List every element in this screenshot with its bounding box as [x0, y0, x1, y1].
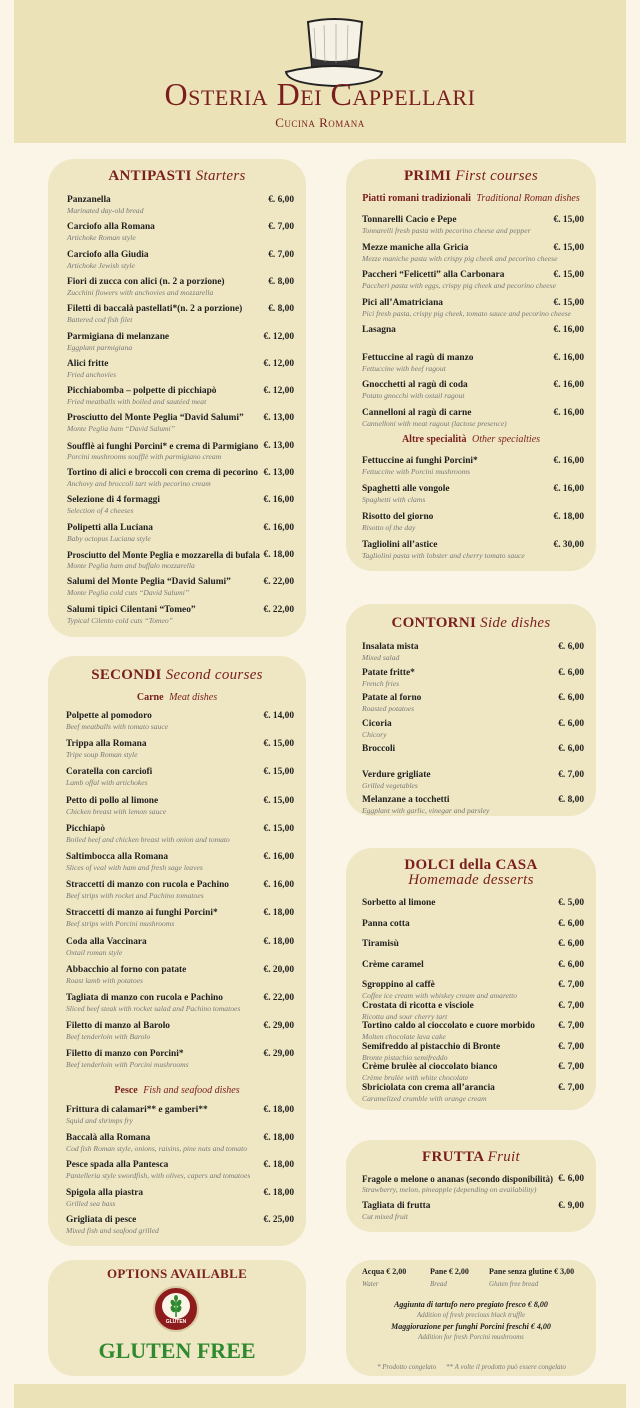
menu-item-price: €. 16,00 — [263, 522, 294, 533]
menu-item-price: €. 18,00 — [263, 549, 294, 560]
menu-item-price: €. 18,00 — [263, 1187, 294, 1198]
menu-item-name: Panzanella — [67, 195, 111, 205]
secondi-title: SECONDI Second courses — [91, 667, 263, 683]
frutta-panel — [346, 1140, 596, 1232]
menu-item-name: Risotto del giorno — [362, 512, 434, 522]
menu-item-name: Tagliata di frutta — [362, 1201, 431, 1211]
menu-item-name: Coda alla Vaccinara — [66, 936, 147, 947]
menu-item-price: €. 25,00 — [263, 1215, 294, 1225]
menu-item-price: €. 22,00 — [263, 993, 294, 1003]
menu-item-description: Chicken breast with lemon sauce — [66, 806, 167, 816]
menu-item-name: Picchiapò — [66, 823, 106, 834]
antipasti-panel — [48, 159, 306, 637]
menu-item-name: Straccetti di manzo ai funghi Porcini* — [66, 908, 218, 919]
menu-item-description: Artichoke Jewish style — [67, 260, 135, 270]
menu-item-price: €. 16,00 — [553, 325, 584, 335]
menu-item-price: €. 7,00 — [558, 1082, 584, 1093]
menu-item-name: Verdure grigliate — [362, 769, 431, 780]
menu-item-description: Fettuccine with Porcini mushrooms — [362, 467, 471, 476]
menu-item-name: Sbriciolata con crema all’arancia — [362, 1082, 495, 1093]
frutta-title: FRUTTA Fruit — [422, 1149, 520, 1165]
menu-item-price: €. 16,00 — [553, 407, 584, 418]
menu-item-description: Mezze maniche pasta with crispy pig cheek and pecorino cheese — [362, 253, 558, 263]
menu-item-price: €. 14,00 — [263, 711, 294, 721]
menu-item-price: €. 16,00 — [263, 880, 294, 891]
menu-item-price: €. 18,00 — [263, 936, 294, 947]
menu-item-price: €. 7,00 — [268, 249, 294, 260]
menu-item-name: Saltimbocca alla Romana — [66, 852, 169, 862]
menu-item-description: Coffee ice cream with whiskey cream and amaretto — [362, 991, 518, 1000]
menu-item-price: €. 6,00 — [558, 1174, 584, 1184]
menu-item-price: €. 6,00 — [558, 918, 584, 929]
menu-item-name: Spaghetti alle vongole — [362, 484, 450, 494]
acqua-en: Water — [362, 1280, 379, 1288]
menu-item-name: Salumi del Monte Peglia “David Salumi” — [67, 577, 231, 588]
menu-item-name: Petto di pollo al limone — [66, 795, 159, 806]
menu-item-description: Tripe soup Roman style — [66, 750, 138, 760]
pane-gf-en: Gluten free bread — [489, 1280, 539, 1288]
primi-subtitle-other: Altre specialità Other specialties — [401, 434, 541, 445]
menu-item-description: Caramelized crumble with orange cream — [362, 1093, 487, 1103]
menu-item-description: Typical Cilento cold cuts “Tomeo” — [67, 615, 173, 625]
menu-item-price: €. 16,00 — [263, 495, 294, 506]
menu-item-description: Paccheri pasta with eggs, crispy pig cheek and pecorino cheese — [362, 281, 557, 290]
menu-item-name: Sorbetto al limone — [362, 898, 436, 908]
menu-item-description: Beef tenderloin with Barolo — [66, 1032, 151, 1042]
menu-item-price: €. 13,00 — [263, 468, 294, 478]
frozen-note: * Prodotto congelato — [377, 1363, 437, 1371]
menu-item-price: €. 15,00 — [263, 739, 294, 750]
menu-item-price: €. 15,00 — [553, 242, 584, 253]
menu-item-description: Grilled vegetables — [362, 780, 418, 790]
menu-item-price: €. 12,00 — [263, 331, 294, 342]
menu-item-price: €. 30,00 — [553, 540, 584, 550]
menu-item-name: Cannelloni al ragù di carne — [362, 407, 472, 418]
menu-item-name: Panna cotta — [362, 918, 410, 929]
menu-item-name: Crème caramel — [362, 959, 424, 970]
gluten-free-logo — [153, 1286, 199, 1332]
primi-subtitle-roman: Piatti romani tradizionali Traditional Roman dishes — [362, 193, 580, 204]
menu-item-description: Pici fresh pasta, crispy pig cheek, tomato sauce and pecorino cheese — [362, 308, 571, 318]
menu-item-price: €. 7,00 — [558, 980, 584, 990]
menu-item-name: Pici all’Amatriciana — [362, 297, 443, 308]
menu-item-name: Carciofo alla Giudia — [67, 249, 149, 260]
gluten-logo-label: GLUTEN — [165, 1319, 187, 1325]
menu-item-name: Patate al forno — [362, 693, 422, 703]
menu-item-name: Grigliata di pesce — [66, 1215, 137, 1225]
pane-en: Bread — [430, 1280, 447, 1288]
menu-item-name: Picchiabomba – polpette di picchiapò — [67, 386, 217, 397]
restaurant-subtitle: Cucina Romana — [275, 115, 365, 130]
menu-item-price: €. 29,00 — [263, 1021, 294, 1032]
menu-item-name: Baccalà alla Romana — [66, 1132, 151, 1143]
menu-item-description: Boiled beef and chicken breast with onion and tomato — [66, 834, 230, 844]
menu-item-name: Carciofo alla Romana — [67, 222, 155, 233]
menu-item-price: €. 16,00 — [263, 852, 294, 862]
menu-item-description: Oxtail roman style — [66, 947, 123, 957]
menu-item-price: €. 18,00 — [263, 1132, 294, 1143]
truffle-supplement-en: Addition of fresh precious black truffle — [416, 1311, 526, 1319]
menu-item-price: €. 6,00 — [558, 959, 584, 970]
menu-item-description: Anchovy and broccoli tart with pecorino cream — [67, 479, 211, 488]
menu-item-price: €. 6,00 — [558, 642, 584, 652]
menu-item-description: Chicory — [362, 729, 387, 739]
menu-item-name: Tagliolini all’astice — [362, 540, 438, 550]
menu-item-description: Battered cod fish filet — [67, 315, 133, 325]
menu-item-name: Fragole o melone o ananas (secondo disponibilità) — [362, 1174, 554, 1184]
menu-item-description: French fries — [362, 678, 400, 688]
menu-item-name: Tiramisù — [362, 939, 399, 949]
menu-item-name: Prosciutto del Monte Peglia e mozzarella di bufala — [67, 549, 260, 560]
menu-item-name: Paccheri “Felicetti” alla Carbonara — [362, 270, 505, 280]
menu-item-name: Lasagna — [362, 325, 396, 335]
menu-item-name: Crème brulèe al cioccolato bianco — [362, 1062, 498, 1072]
menu-item-price: €. 7,00 — [558, 1041, 584, 1052]
menu-item-description: Cut mixed fruit — [362, 1212, 408, 1221]
menu-item-description: Beef strips with Porcini mushrooms — [66, 919, 175, 929]
menu-item-price: €. 15,00 — [263, 767, 294, 778]
menu-item-name: Gnocchetti al ragù di coda — [362, 380, 468, 390]
menu-item-description: Beef strips with rocket and Pachino tomatoes — [66, 891, 204, 901]
menu-item-description: Bronte pistachio semifreddo — [362, 1052, 448, 1062]
menu-item-description: Mixed salad — [362, 653, 400, 662]
pane-price: Pane € 2,00 — [430, 1267, 469, 1276]
menu-item-price: €. 5,00 — [558, 898, 584, 908]
menu-item-price: €. 12,00 — [263, 386, 294, 397]
menu-item-name: Spigola alla piastra — [66, 1187, 144, 1198]
menu-item-price: €. 7,00 — [268, 222, 294, 233]
menu-item-price: €. 16,00 — [553, 484, 584, 494]
menu-item-name: Selezione di 4 formaggi — [67, 495, 160, 506]
menu-item-description: Pantelleria style swordfish, with olives, capers and tomatoes — [66, 1171, 251, 1180]
menu-item-description: Marinated day-old bread — [67, 206, 144, 215]
menu-item-price: €. 7,00 — [558, 769, 584, 780]
menu-item-name: Straccetti di manzo con rucola e Pachino — [66, 880, 229, 891]
maybe-frozen-note: ** A volte il prodotto può essere congelato — [446, 1363, 566, 1371]
menu-item-price: €. 9,00 — [558, 1201, 584, 1211]
menu-item-description: Sliced beef steak with rocket salad and Pachino tomatoes — [66, 1004, 241, 1013]
truffle-supplement: Aggiunta di tartufo nero pregiato fresco € 8,00 — [394, 1300, 548, 1309]
menu-item-description: Roasted potatoes — [362, 704, 415, 713]
menu-item-name: Mezze maniche alla Gricia — [362, 242, 469, 253]
menu-item-name: Filetto di manzo al Barolo — [66, 1021, 170, 1032]
menu-item-name: Soufflè ai funghi Porcini* e crema di Parmigiano — [67, 440, 259, 451]
menu-item-name: Broccoli — [362, 744, 396, 754]
acqua-price: Acqua € 2,00 — [362, 1267, 407, 1276]
porcini-supplement: Maggiorazione per funghi Porcini freschi € 4,00 — [391, 1322, 551, 1331]
menu-item-description: Beef tenderloin with Porcini mushrooms — [66, 1060, 189, 1070]
menu-item-price: €. 18,00 — [263, 1105, 294, 1115]
dolci-title-en: Homemade desserts — [408, 872, 534, 888]
wheat-icon — [162, 1293, 190, 1319]
restaurant-name: Osteria Dei Cappellari — [164, 76, 476, 112]
porcini-supplement-en: Addition for fresh Porcini mushrooms — [418, 1333, 524, 1341]
menu-item-price: €. 18,00 — [263, 1160, 294, 1170]
options-title: OPTIONS AVAILABLE — [106, 1266, 248, 1281]
menu-item-name: Cicoria — [362, 718, 392, 729]
menu-item-description: Fettuccine with beef ragout — [362, 363, 446, 373]
menu-item-description: Artichoke Roman style — [67, 233, 136, 243]
menu-item-description: Baby octopus Luciana style — [67, 533, 151, 543]
menu-item-description: Molten chocolate lava cake — [362, 1032, 446, 1041]
gluten-free-label: GLUTEN FREE — [98, 1338, 256, 1363]
menu-item-price: €. 18,00 — [263, 908, 294, 919]
header-banner — [14, 0, 626, 143]
menu-item-price: €. 7,00 — [558, 1000, 584, 1011]
footer-band — [14, 1384, 626, 1408]
menu-item-price: €. 15,00 — [263, 823, 294, 834]
menu-item-description: Monte Peglia cold cuts “David Salumi” — [67, 588, 190, 598]
menu-item-name: Tonnarelli Cacio e Pepe — [362, 215, 457, 225]
menu-item-price: €. 15,00 — [553, 270, 584, 280]
primi-title: PRIMI First courses — [403, 168, 539, 184]
menu-item-description: Cod fish Roman style, onions, raisins, pine nuts and tomato — [66, 1143, 247, 1153]
menu-item-name: Tortino caldo al cioccolato e cuore morbido — [362, 1021, 535, 1031]
primi-panel — [346, 159, 596, 571]
menu-item-price: €. 6,00 — [558, 693, 584, 703]
menu-item-price: €. 7,00 — [558, 1062, 584, 1072]
antipasti-title: ANTIPASTI Starters — [108, 168, 246, 184]
menu-item-name: Patate fritte* — [362, 667, 415, 678]
menu-item-description: Potato gnocchi with oxtail ragout — [362, 391, 465, 400]
menu-item-description: Monte Peglia ham and buffalo mozzarella — [67, 560, 195, 570]
menu-item-name: Abbacchio al forno con patate — [66, 964, 187, 975]
menu-item-price: €. 6,00 — [558, 744, 584, 754]
menu-item-name: Prosciutto del Monte Peglia “David Salumi” — [67, 413, 244, 424]
menu-item-name: Fettuccine ai funghi Porcini* — [362, 456, 478, 466]
menu-item-name: Melanzane a tocchetti — [362, 795, 450, 805]
menu-item-price: €. 15,00 — [263, 795, 294, 806]
menu-item-price: €. 16,00 — [553, 352, 584, 363]
menu-item-name: Coratella con carciofi — [66, 767, 153, 778]
menu-item-price: €. 16,00 — [553, 380, 584, 390]
menu-item-name: Polpette al pomodoro — [66, 711, 152, 721]
menu-item-description: Cannelloni with meat ragout (lactose presence) — [362, 418, 507, 428]
menu-item-name: Alici fritte — [67, 358, 109, 369]
menu-item-name: Salumi tipici Cilentani “Tomeo” — [67, 604, 196, 615]
menu-item-description: Zucchini flowers with anchovies and mozzarella — [67, 287, 214, 297]
menu-item-description: Fried meatballs with boiled and sautéed meat — [67, 397, 207, 407]
menu-item-description: Slices of veal with ham and fresh sage leaves — [66, 863, 203, 872]
menu-item-description: Lamb offal with artichokes — [66, 778, 148, 788]
menu-item-description: Risotto of the day — [362, 523, 416, 532]
secondi-subtitle-meat: Carne Meat dishes — [136, 692, 218, 703]
menu-item-description: Tagliolini pasta with lobster and cherry tomato sauce — [362, 551, 525, 560]
menu-item-description: Fried anchovies — [67, 369, 117, 379]
menu-item-description: Selection of 4 cheeses — [67, 506, 134, 516]
menu-item-description: Ricotta and sour cherry tart — [362, 1011, 448, 1021]
menu-item-description: Tonnarelli fresh pasta with pecorino cheese and pepper — [362, 226, 531, 235]
menu-item-price: €. 6,00 — [558, 667, 584, 678]
menu-item-price: €. 6,00 — [558, 939, 584, 949]
menu-item-name: Crostata di ricotta e visciole — [362, 1000, 474, 1011]
secondi-panel — [48, 656, 306, 1246]
menu-item-description: Porcini mushrooms soufflè with parmigiano cream — [67, 451, 222, 461]
dolci-panel — [346, 848, 596, 1110]
menu-item-price: €. 15,00 — [553, 215, 584, 225]
pane-gf-price: Pane senza glutine € 3,00 — [489, 1267, 575, 1276]
menu-item-price: €. 18,00 — [553, 512, 584, 522]
menu-item-price: €. 13,00 — [263, 440, 294, 451]
menu-item-description: Mixed fish and seafood grilled — [66, 1226, 159, 1235]
menu-item-name: Insalata mista — [362, 642, 419, 652]
menu-item-name: Filetti di baccalà pastellati*(n. 2 a porzione) — [67, 304, 243, 315]
menu-item-description: Squid and shrimps fry — [66, 1116, 133, 1125]
menu-item-name: Fettuccine al ragù di manzo — [362, 352, 474, 363]
menu-item-name: Parmigiana di melanzane — [67, 331, 170, 342]
menu-item-price: €. 22,00 — [263, 604, 294, 615]
menu-item-price: €. 16,00 — [553, 456, 584, 466]
dolci-title: DOLCI della CASA — [404, 857, 538, 873]
menu-item-description: Grilled sea bass — [66, 1198, 116, 1208]
menu-item-name: Tortino di alici e broccoli con crema di pecorino — [67, 468, 258, 478]
menu-item-description: Eggplant parmigiana — [67, 342, 133, 352]
menu-item-description: Eggplant with garlic, vinegar and parsley — [362, 806, 490, 815]
menu-item-name: Polipetti alla Luciana — [67, 522, 153, 533]
menu-item-name: Tagliata di manzo con rucola e Pachino — [66, 993, 223, 1003]
menu-item-description: Roast lamb with potatoes — [66, 975, 143, 985]
menu-item-name: Filetto di manzo con Porcini* — [66, 1049, 184, 1060]
menu-item-name: Sgroppino al caffè — [362, 980, 435, 990]
menu-item-name: Frittura di calamari** e gamberi** — [66, 1105, 208, 1115]
menu-item-description: Monte Peglia ham “David Salumi” — [67, 424, 175, 434]
menu-item-name: Fiori di zucca con alici (n. 2 a porzione) — [67, 276, 225, 287]
menu-item-description: Spaghetti with clams — [362, 495, 426, 504]
menu-item-price: €. 12,00 — [263, 358, 294, 369]
menu-item-price: €. 29,00 — [263, 1049, 294, 1060]
menu-item-price: €. 8,00 — [558, 795, 584, 805]
menu-item-price: €. 15,00 — [553, 297, 584, 308]
menu-item-price: €. 22,00 — [263, 577, 294, 588]
menu-item-price: €. 20,00 — [263, 964, 294, 975]
menu-item-price: €. 6,00 — [558, 718, 584, 729]
menu-item-name: Semifreddo al pistacchio di Bronte — [362, 1041, 501, 1052]
secondi-subtitle-fish: Pesce Fish and seafood dishes — [114, 1085, 240, 1096]
menu-item-price: €. 8,00 — [268, 304, 294, 315]
menu-item-name: Trippa alla Romana — [66, 739, 147, 750]
menu-item-price: €. 7,00 — [558, 1021, 584, 1031]
menu-item-description: Beef meatballs with tomato sauce — [66, 722, 169, 731]
menu-item-price: €. 13,00 — [263, 413, 294, 424]
contorni-panel — [346, 604, 596, 816]
menu-item-price: €. 8,00 — [268, 276, 294, 287]
menu-item-name: Pesce spada alla Pantesca — [66, 1160, 169, 1170]
menu-item-price: €. 6,00 — [268, 195, 294, 205]
contorni-title: CONTORNI Side dishes — [391, 615, 551, 631]
menu-item-description: Strawberry, melon, pineapple (depending on availability) — [362, 1185, 537, 1194]
menu-item-description: Crème brulèe with white chocolate — [362, 1073, 469, 1082]
